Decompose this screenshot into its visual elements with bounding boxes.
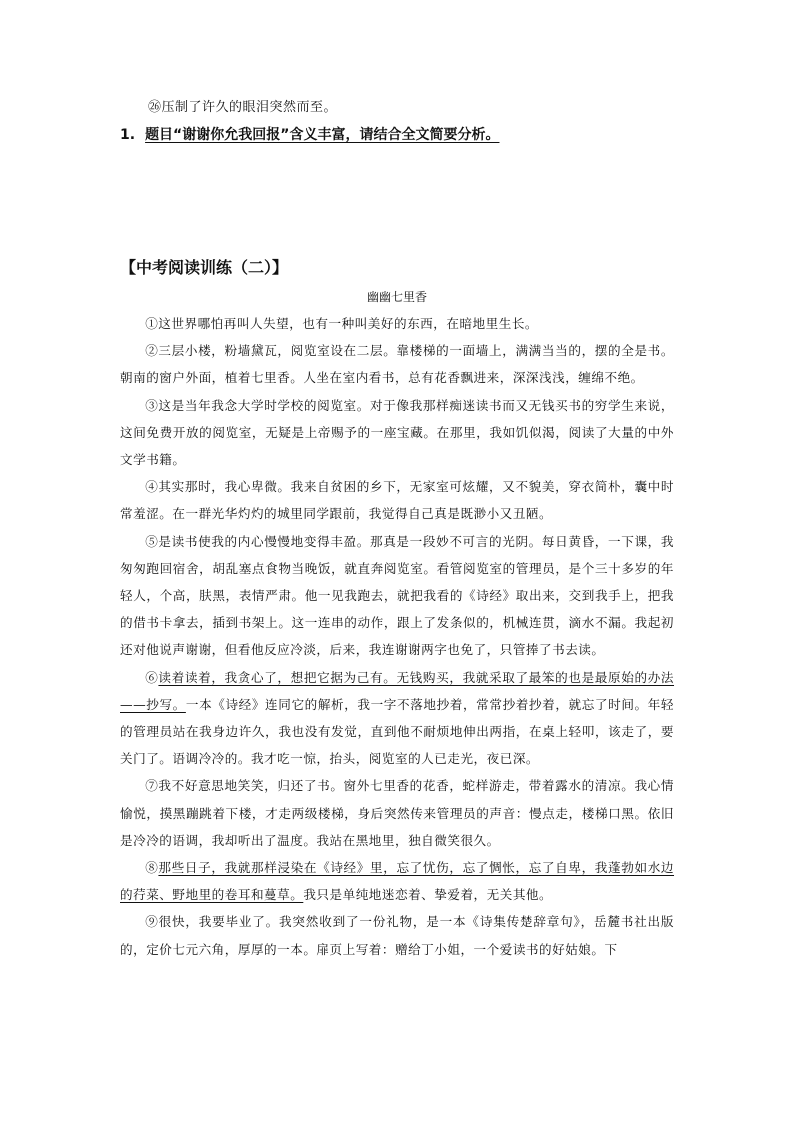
paragraph [120,310,674,337]
paragraph [120,772,674,854]
question-text: 题目“谢谢你允我回报”含义丰富，请结合全文简要分析。 [145,127,500,143]
paragraph [120,908,674,962]
previous-answer-line: ㉖压制了许久的眼泪突然而至。 [148,100,338,115]
paragraph-text: ③这是当年我念大学时学校的阅览室。对于像我那样痴迷读书而又无钱买书的穷学生来说，这间免费开放的阅览室，无疑是上帝赐予的一座宝藏。在那里，我如饥似渴，阅读了大量的中外文学书籍。 [120,397,674,468]
article-body [120,310,674,963]
section-title: 【中考阅读训练（二）】 [120,258,289,277]
paragraph [120,528,674,664]
paragraph [120,337,674,391]
article-title: 幽幽七里香 [366,290,427,304]
paragraph-text: ⑧ [145,860,159,876]
paragraph [120,392,674,474]
paragraph-text: ⑤是读书使我的内心慢慢地变得丰盈。那真是一段妙不可言的光阴。每日黄昏，一下课，我匆匆跑回宿舍，胡乱塞点食物当晚饭，就直奔阅览室。看管阅览室的管理员，是个三十多岁的年轻人，个高，肤黑，表情严肃。他一见我跑去，就把我看的《诗经》取出来，交到我手上，把我的借书卡拿去，插到书架上。这一连串的动作，跟上了发条似的，机械连贯，滴水不漏。我起初还对他说声谢谢，但看他反应冷淡，后来，我连谢谢两字也免了，只管捧了书去读。 [120,533,674,658]
underlined-text: 那些日子，我就那样浸染在《诗经》里，忘了忧伤，忘了惆怅，忘了自卑，我蓬勃如水边的荇菜、野地里的卷耳和蔓草。 [120,860,675,903]
paragraph [120,473,674,527]
question-number: 1. [120,127,136,143]
paragraph-text: ⑥ [145,669,159,685]
underlined-text: 读着读着，我贪心了，想把它据为己有。无钱购买，我就采取了最笨的也是最原始的办法——抄写。 [120,669,675,712]
paragraph-text: ②三层小楼，粉墙黛瓦，阅览室设在二层。靠楼梯的一面墙上，满满当当的，摆的全是书。朝南的窗户外面，植着七里香。人坐在室内看书，总有花香飘进来，深深浅浅，缠绵不绝。 [120,343,674,386]
paragraph-text: ⑨很快，我要毕业了。我突然收到了一份礼物，是一本《诗集传楚辞章句》，岳麓书社出版的，定价七元六角，厚厚的一本。扉页上写着：赠给丁小姐，一个爱读书的好姑娘。下 [120,914,674,957]
paragraph-text: 一本《诗经》连同它的解析，我一字不落地抄着，常常抄着抄着，就忘了时间。年轻的管理员站在我身边许久，我也没有发觉，直到他不耐烦地伸出两指，在桌上轻叩，该走了，要关门了。语调冷冷的。我才吃一惊，抬头，阅览室的人已走光，夜已深。 [120,696,674,767]
paragraph [120,854,674,908]
question-1 [120,124,499,144]
paragraph-text: ④其实那时，我心卑微。我来自贫困的乡下，无家室可炫耀，又不貌美，穿衣简朴，囊中时常羞涩。在一群光华灼灼的城里同学跟前，我觉得自己真是既渺小又丑陋。 [120,479,674,522]
paragraph-text: 我只是单纯地迷恋着、挚爱着，无关其他。 [303,887,553,903]
paragraph-text: ①这世界哪怕再叫人失望，也有一种叫美好的东西，在暗地里生长。 [145,316,538,331]
paragraph [120,664,674,773]
paragraph-text: ⑦我不好意思地笑笑，归还了书。窗外七里香的花香，蛇样游走，带着露水的清凉。我心情愉悦，摸黑蹦跳着下楼，才走两级楼梯，身后突然传来管理员的声音：慢点走，楼梯口黑。依旧是冷冷的语调，我却听出了温度。我站在黑地里，独自微笑很久。 [120,778,674,848]
